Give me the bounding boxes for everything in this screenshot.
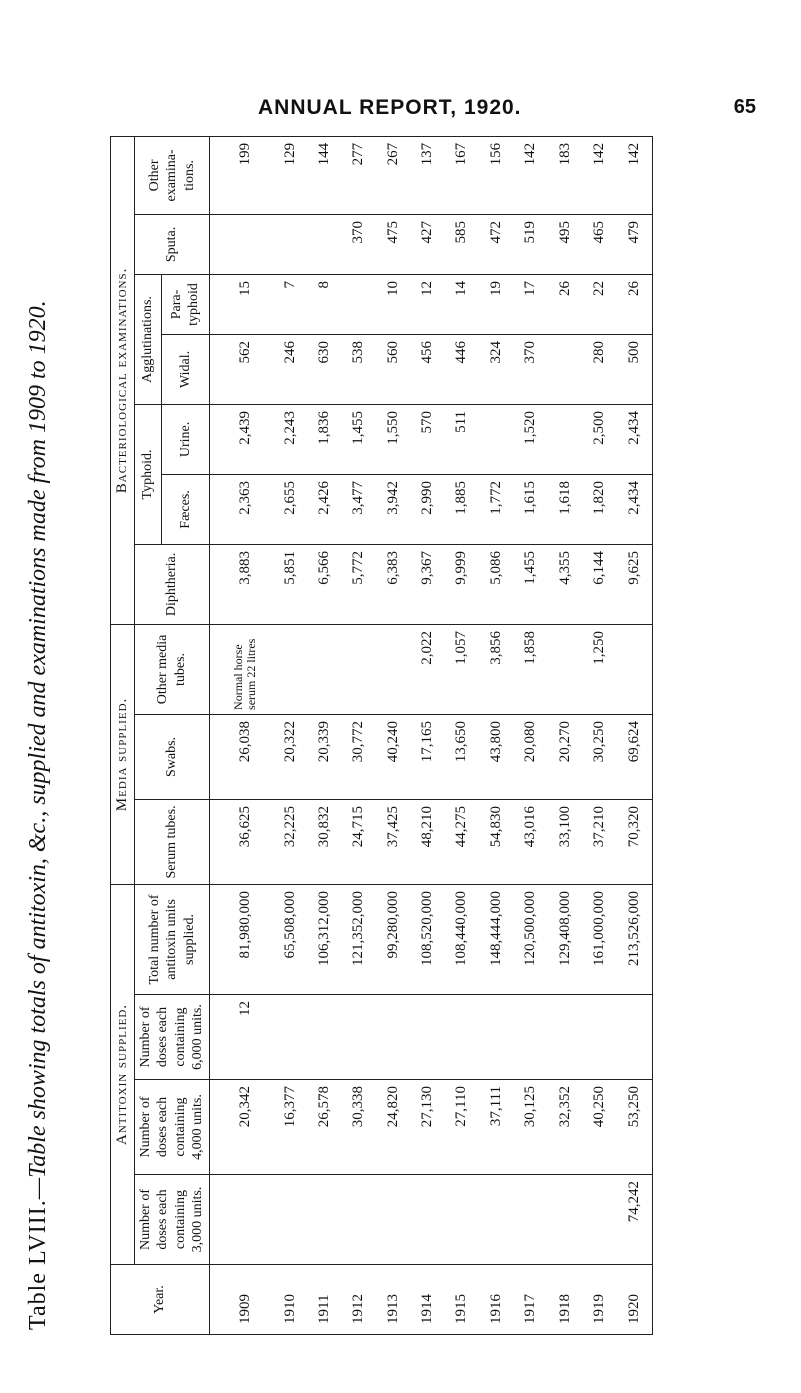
cell-other-exams: 167 [445,136,479,214]
cell-swabs: 26,038 [209,714,273,799]
cell-urine: 1,520 [514,404,548,474]
cell-total-units: 213,526,000 [617,884,652,994]
table-row [410,136,444,1334]
cell-other-exams: 144 [307,136,341,214]
cell-total-units: 108,520,000 [410,884,444,994]
table-row [342,136,376,1334]
cell-faeces: 2,363 [209,474,273,544]
cell-other-media: 1,858 [514,624,548,714]
cell-other-exams: 156 [479,136,513,214]
header-other-media: Other media tubes. [134,624,209,714]
header-doses-4000: Number of doses each containing 4,000 units. [134,1080,209,1175]
table-caption-text: —Table showing totals of antitoxin, &c., supplied and examinations made from 1909 to 1920. [25,300,51,1200]
cell-doses-4000: 24,820 [376,1080,410,1175]
cell-diphtheria: 3,883 [209,544,273,624]
cell-widal: 562 [209,334,273,404]
header-faeces: Fæces. [161,474,209,544]
cell-faeces: 1,820 [582,474,616,544]
cell-doses-6000 [479,995,513,1080]
cell-serum-tubes: 32,225 [273,799,307,884]
cell-sputa: 472 [479,214,513,274]
cell-other-exams: 183 [548,136,582,214]
cell-other-media: 3,856 [479,624,513,714]
cell-doses-4000: 16,377 [273,1080,307,1175]
cell-diphtheria: 6,383 [376,544,410,624]
cell-other-media [617,624,652,714]
cell-doses-3000 [342,1175,376,1265]
cell-widal: 456 [410,334,444,404]
cell-serum-tubes: 33,100 [548,799,582,884]
cell-sputa [273,214,307,274]
cell-doses-3000 [209,1175,273,1265]
cell-doses-3000 [514,1175,548,1265]
cell-diphtheria: 9,999 [445,544,479,624]
cell-sputa: 585 [445,214,479,274]
cell-diphtheria: 9,625 [617,544,652,624]
cell-sputa: 495 [548,214,582,274]
cell-other-exams: 142 [617,136,652,214]
cell-other-exams: 129 [273,136,307,214]
cell-doses-3000 [376,1175,410,1265]
cell-sputa: 479 [617,214,652,274]
running-head-title: ANNUAL REPORT, 1920. [258,96,522,119]
cell-urine [479,404,513,474]
header-swabs: Swabs. [134,714,209,799]
cell-doses-4000: 27,130 [410,1080,444,1175]
cell-sputa: 519 [514,214,548,274]
cell-faeces: 3,942 [376,474,410,544]
cell-swabs: 69,624 [617,714,652,799]
group-bacteriological: Bacteriological examinations. [111,136,135,624]
cell-year: 1915 [445,1265,479,1335]
header-doses-3000: Number of doses each containing 3,000 units. [134,1175,209,1265]
cell-paratyphoid: 19 [479,274,513,334]
cell-sputa: 427 [410,214,444,274]
cell-faeces: 1,618 [548,474,582,544]
cell-diphtheria: 9,367 [410,544,444,624]
page-number: 65 [733,96,756,118]
cell-widal: 500 [617,334,652,404]
table-row [548,136,582,1334]
cell-widal: 560 [376,334,410,404]
cell-faeces: 2,655 [273,474,307,544]
cell-total-units: 129,408,000 [548,884,582,994]
table-row [209,136,273,1334]
cell-diphtheria: 1,455 [514,544,548,624]
table-row [445,136,479,1334]
cell-sputa [307,214,341,274]
cell-urine: 1,455 [342,404,376,474]
rotated-table-wrapper [110,137,640,1335]
cell-paratyphoid: 26 [548,274,582,334]
cell-diphtheria: 5,851 [273,544,307,624]
table-row [376,136,410,1334]
cell-doses-4000: 20,342 [209,1080,273,1175]
cell-faeces: 2,434 [617,474,652,544]
cell-sputa: 475 [376,214,410,274]
cell-year: 1919 [582,1265,616,1335]
cell-serum-tubes: 70,320 [617,799,652,884]
cell-faeces: 2,426 [307,474,341,544]
header-urine: Urine. [161,404,209,474]
cell-faeces: 3,477 [342,474,376,544]
cell-doses-6000 [410,995,444,1080]
cell-year: 1912 [342,1265,376,1335]
cell-other-exams: 142 [514,136,548,214]
cell-other-exams: 142 [582,136,616,214]
cell-doses-3000 [410,1175,444,1265]
cell-serum-tubes: 36,625 [209,799,273,884]
cell-doses-6000 [342,995,376,1080]
cell-total-units: 120,500,000 [514,884,548,994]
cell-year: 1917 [514,1265,548,1335]
cell-doses-4000: 30,125 [514,1080,548,1175]
cell-serum-tubes: 54,830 [479,799,513,884]
cell-doses-6000 [514,995,548,1080]
cell-sputa: 370 [342,214,376,274]
cell-diphtheria: 5,772 [342,544,376,624]
cell-urine: 511 [445,404,479,474]
cell-swabs: 20,080 [514,714,548,799]
cell-widal: 538 [342,334,376,404]
cell-faeces: 2,990 [410,474,444,544]
cell-doses-4000: 53,250 [617,1080,652,1175]
cell-swabs: 40,240 [376,714,410,799]
cell-other-media [342,624,376,714]
header-sputa: Sputa. [134,214,209,274]
header-serum-tubes: Serum tubes. [134,799,209,884]
table-row [617,136,652,1334]
table-row [514,136,548,1334]
cell-paratyphoid: 14 [445,274,479,334]
cell-serum-tubes: 24,715 [342,799,376,884]
subgroup-typhoid: Typhoid. [134,404,161,544]
cell-year: 1918 [548,1265,582,1335]
group-media: Media supplied. [111,624,135,884]
cell-total-units: 106,312,000 [307,884,341,994]
table-row [479,136,513,1334]
cell-paratyphoid: 7 [273,274,307,334]
cell-doses-3000 [307,1175,341,1265]
cell-widal: 370 [514,334,548,404]
serum-note: Normal horse serum 22 litres [231,638,259,710]
header-other-exams: Other examina-tions. [134,136,209,214]
cell-other-media [209,624,273,714]
cell-doses-3000 [273,1175,307,1265]
cell-faeces: 1,615 [514,474,548,544]
cell-serum-tubes: 43,016 [514,799,548,884]
cell-other-media [273,624,307,714]
cell-doses-6000 [548,995,582,1080]
group-antitoxin: Antitoxin supplied. [111,884,135,1264]
cell-diphtheria: 6,144 [582,544,616,624]
cell-doses-3000 [479,1175,513,1265]
cell-widal: 246 [273,334,307,404]
cell-total-units: 121,352,000 [342,884,376,994]
cell-other-exams: 137 [410,136,444,214]
cell-urine: 1,550 [376,404,410,474]
cell-total-units: 161,000,000 [582,884,616,994]
cell-other-media [307,624,341,714]
header-paratyphoid: Para-typhoid [161,274,209,334]
subgroup-agglutinations: Agglutinations. [134,274,161,404]
cell-doses-4000: 37,111 [479,1080,513,1175]
cell-other-media: 1,057 [445,624,479,714]
cell-total-units: 81,980,000 [209,884,273,994]
running-header [0,96,801,136]
cell-other-media: 1,250 [582,624,616,714]
cell-other-media [376,624,410,714]
cell-swabs: 20,270 [548,714,582,799]
cell-other-media: 2,022 [410,624,444,714]
cell-diphtheria: 6,566 [307,544,341,624]
cell-paratyphoid: 26 [617,274,652,334]
cell-doses-4000: 30,338 [342,1080,376,1175]
cell-year: 1920 [617,1265,652,1335]
cell-urine: 1,836 [307,404,341,474]
cell-other-exams: 199 [209,136,273,214]
cell-doses-4000: 27,110 [445,1080,479,1175]
cell-serum-tubes: 44,275 [445,799,479,884]
cell-serum-tubes: 48,210 [410,799,444,884]
table-row [307,136,341,1334]
cell-year: 1911 [307,1265,341,1335]
cell-sputa: 465 [582,214,616,274]
cell-urine: 2,500 [582,404,616,474]
cell-paratyphoid: 17 [514,274,548,334]
cell-other-exams: 267 [376,136,410,214]
header-year: Year. [111,1265,210,1335]
statistics-table [110,136,653,1335]
cell-paratyphoid: 10 [376,274,410,334]
cell-paratyphoid: 8 [307,274,341,334]
cell-faeces: 1,772 [479,474,513,544]
cell-urine: 2,243 [273,404,307,474]
cell-swabs: 13,650 [445,714,479,799]
cell-total-units: 99,280,000 [376,884,410,994]
cell-doses-6000 [376,995,410,1080]
cell-swabs: 20,322 [273,714,307,799]
cell-paratyphoid [342,274,376,334]
header-widal: Widal. [161,334,209,404]
table-caption [25,130,52,1330]
cell-doses-3000: 74,242 [617,1175,652,1265]
cell-faeces: 1,885 [445,474,479,544]
cell-year: 1909 [209,1265,273,1335]
cell-doses-6000: 12 [209,995,273,1080]
cell-sputa [209,214,273,274]
table-body [209,136,652,1334]
cell-swabs: 20,339 [307,714,341,799]
cell-doses-6000 [307,995,341,1080]
header-doses-6000: Number of doses each containing 6,000 units. [134,995,209,1080]
cell-doses-3000 [548,1175,582,1265]
cell-urine: 2,434 [617,404,652,474]
cell-doses-4000: 40,250 [582,1080,616,1175]
cell-serum-tubes: 37,210 [582,799,616,884]
cell-doses-6000 [617,995,652,1080]
cell-doses-6000 [582,995,616,1080]
cell-widal: 280 [582,334,616,404]
cell-year: 1914 [410,1265,444,1335]
cell-widal: 630 [307,334,341,404]
cell-other-exams: 277 [342,136,376,214]
cell-swabs: 17,165 [410,714,444,799]
cell-total-units: 148,444,000 [479,884,513,994]
cell-diphtheria: 5,086 [479,544,513,624]
cell-widal [548,334,582,404]
cell-urine [548,404,582,474]
cell-doses-6000 [445,995,479,1080]
cell-year: 1913 [376,1265,410,1335]
header-diphtheria: Diphtheria. [134,544,209,624]
header-total-units: Total number of antitoxin units supplied. [134,884,209,994]
cell-paratyphoid: 22 [582,274,616,334]
cell-serum-tubes: 30,832 [307,799,341,884]
table-caption-lead: Table LVIII. [25,1199,51,1330]
cell-year: 1910 [273,1265,307,1335]
cell-paratyphoid: 15 [209,274,273,334]
cell-diphtheria: 4,355 [548,544,582,624]
cell-swabs: 30,250 [582,714,616,799]
cell-doses-3000 [582,1175,616,1265]
cell-swabs: 30,772 [342,714,376,799]
cell-urine: 570 [410,404,444,474]
cell-widal: 324 [479,334,513,404]
cell-other-media [548,624,582,714]
cell-urine: 2,439 [209,404,273,474]
cell-swabs: 43,800 [479,714,513,799]
cell-total-units: 108,440,000 [445,884,479,994]
table-row [273,136,307,1334]
cell-doses-6000 [273,995,307,1080]
cell-total-units: 65,508,000 [273,884,307,994]
cell-paratyphoid: 12 [410,274,444,334]
cell-serum-tubes: 37,425 [376,799,410,884]
cell-year: 1916 [479,1265,513,1335]
table-row [582,136,616,1334]
cell-widal: 446 [445,334,479,404]
cell-doses-4000: 26,578 [307,1080,341,1175]
cell-doses-3000 [445,1175,479,1265]
cell-doses-4000: 32,352 [548,1080,582,1175]
